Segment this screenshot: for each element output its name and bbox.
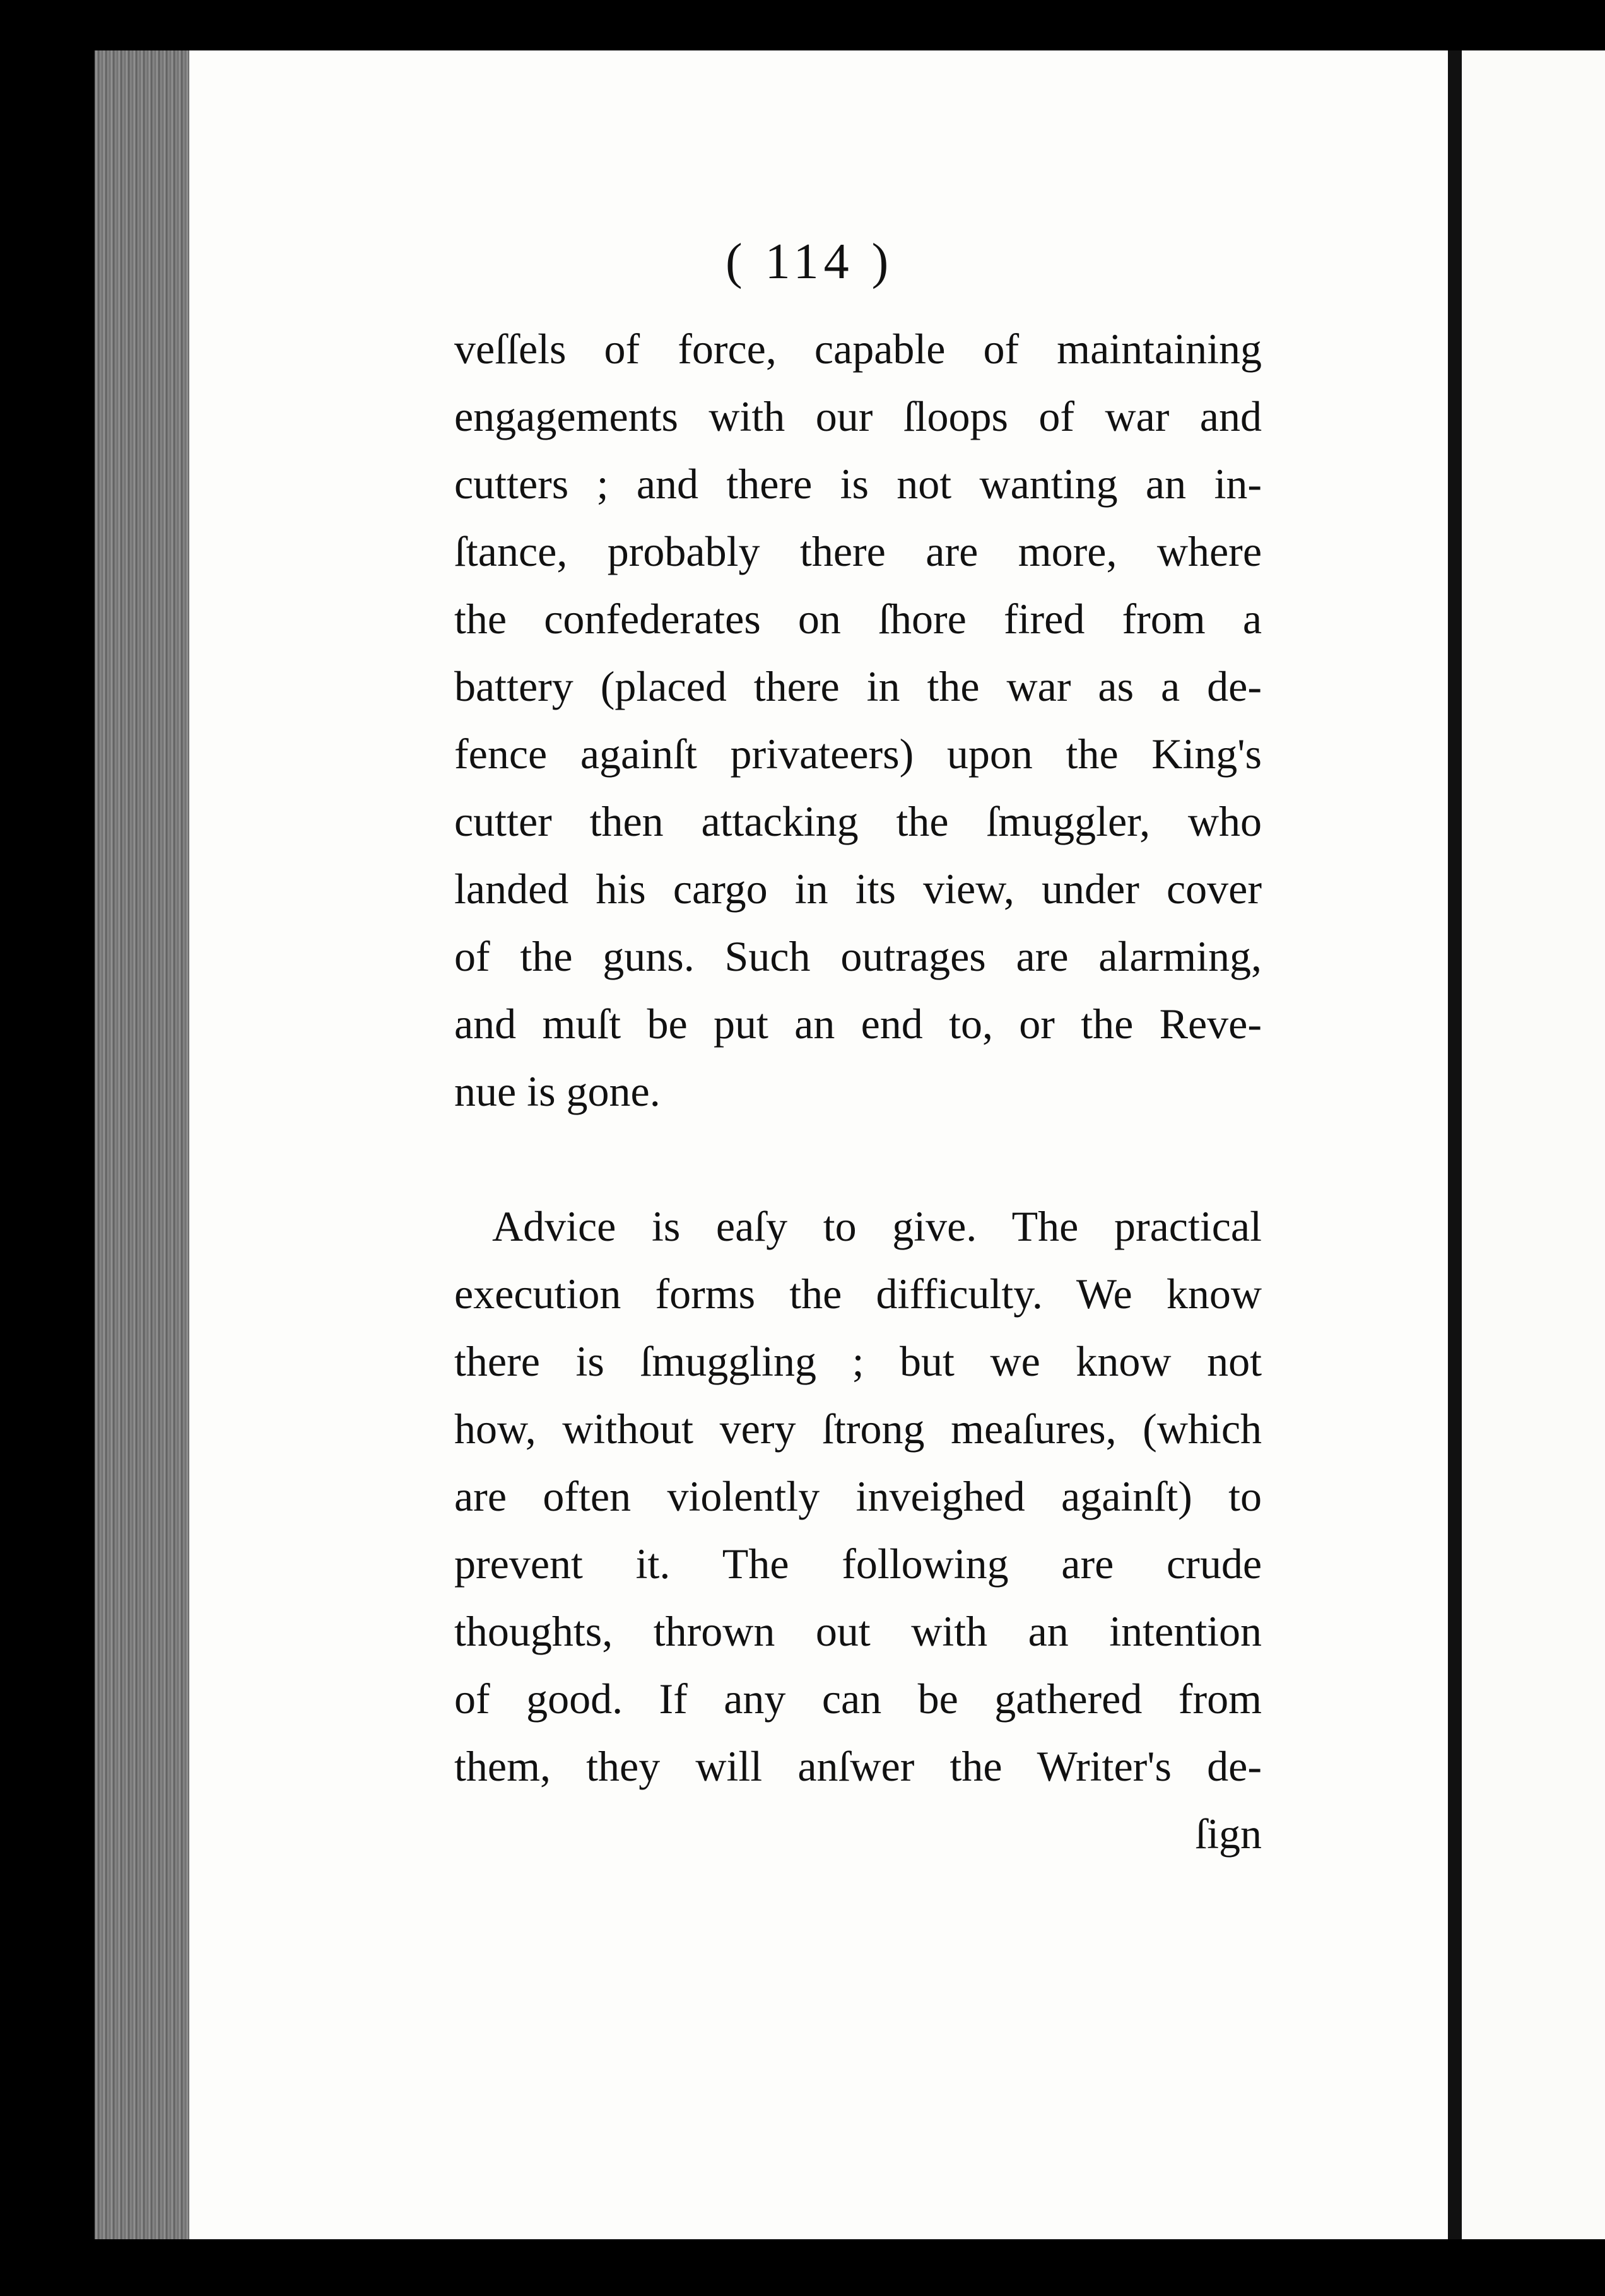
text-line: veſſels of force, capable of maintaining [454,325,1262,373]
text-line: are often violently inveighed againſt) to [454,1472,1262,1520]
facing-page-edge [1462,50,1605,2239]
text-line: them, they will anſwer the Writer's de- [454,1742,1262,1790]
text-line: nue is gone. [454,1067,661,1115]
text-line: battery (placed there in the war as a de- [454,662,1262,710]
paragraph-gap [454,1125,1262,1193]
text-line: thoughts, thrown out with an intention [454,1607,1262,1655]
binding-gutter [1448,50,1462,2239]
catchword: ſign [1195,1810,1262,1858]
text-line: Advice is eaſy to give. The practical [492,1202,1262,1250]
page-number: ( 114 ) [726,234,894,290]
text-line: cutters ; and there is not wanting an in- [454,460,1262,508]
text-line: cutter then attacking the ſmuggler, who [454,797,1262,845]
text-line: how, without very ſtrong meaſures, (which [454,1405,1262,1453]
text-line: execution forms the difficulty. We know [454,1270,1262,1318]
text-line: there is ſmuggling ; but we know not [454,1337,1262,1385]
body-text [454,315,1262,1868]
text-line: fence againſt privateers) upon the King's [454,730,1262,778]
text-line: of good. If any can be gathered from [454,1675,1262,1723]
text-line: ſtance, probably there are more, where [454,527,1262,575]
text-line: engagements with our ſloops of war and [454,392,1262,440]
text-line: prevent it. The following are crude [454,1540,1262,1588]
page-edges [95,50,189,2239]
text-line: and muſt be put an end to, or the Reve- [454,1000,1262,1048]
text-line: of the guns. Such outrages are alarming, [454,932,1262,980]
text-line: landed his cargo in its view, under cover [454,865,1262,913]
text-line: the confederates on ſhore fired from a [454,595,1262,643]
